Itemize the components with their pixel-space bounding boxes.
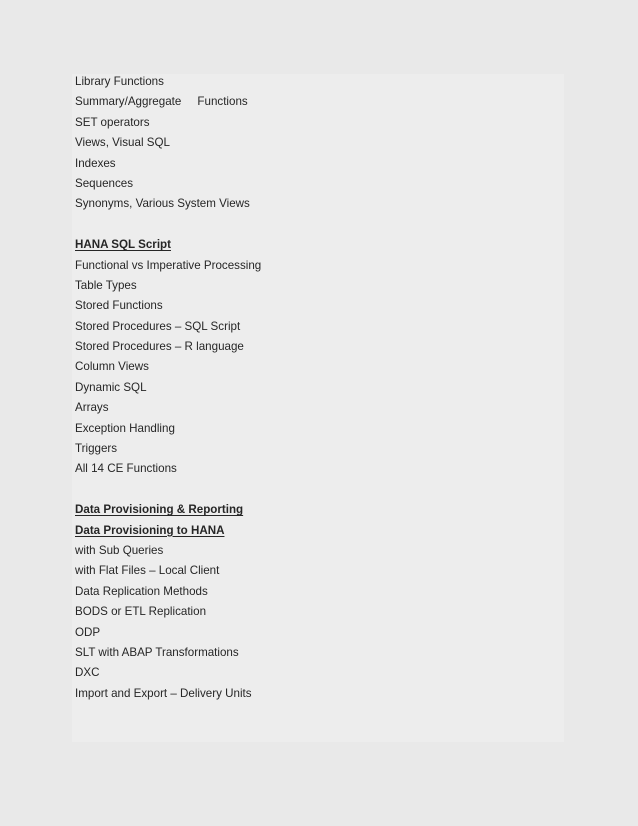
document-line: SLT with ABAP Transformations <box>75 645 239 659</box>
document-line: Functional vs Imperative Processing <box>75 258 262 272</box>
document-line-list <box>75 72 261 704</box>
document-line: Library Functions <box>75 75 164 88</box>
document-line: Arrays <box>75 401 109 415</box>
section-heading: HANA SQL Script <box>75 238 171 252</box>
document-line: with Flat Files – Local Client <box>75 564 220 578</box>
document-line: Column Views <box>75 360 149 374</box>
document-line: Import and Export – Delivery Units <box>75 686 252 700</box>
section-heading: Data Provisioning to HANA <box>75 523 225 537</box>
document-line: All 14 CE Functions <box>75 462 177 476</box>
document-line: Table Types <box>75 278 137 292</box>
document-line: BODS or ETL Replication <box>75 605 207 619</box>
document-line: Summary/Aggregate Functions <box>75 95 248 109</box>
document-line: SET operators <box>75 115 150 129</box>
document-line: Stored Procedures – R language <box>75 340 244 354</box>
document-line: Data Replication Methods <box>75 584 208 598</box>
document-line: Sequences <box>75 176 134 190</box>
blank-line <box>75 480 261 500</box>
document-line: ODP <box>75 625 101 639</box>
document-line: Indexes <box>75 156 116 170</box>
document-line: Views, Visual SQL <box>75 136 170 150</box>
document-line: Exception Handling <box>75 421 175 435</box>
document-line: Stored Functions <box>75 299 163 313</box>
document-line: Synonyms, Various System Views <box>75 197 250 211</box>
section-heading: Data Provisioning & Reporting <box>75 503 244 517</box>
document-line: Dynamic SQL <box>75 380 147 394</box>
document-line: Triggers <box>75 442 118 456</box>
document-line: DXC <box>75 666 100 680</box>
document-line: with Sub Queries <box>75 543 164 557</box>
document-line: Stored Procedures – SQL Script <box>75 319 241 333</box>
blank-line <box>75 215 261 235</box>
